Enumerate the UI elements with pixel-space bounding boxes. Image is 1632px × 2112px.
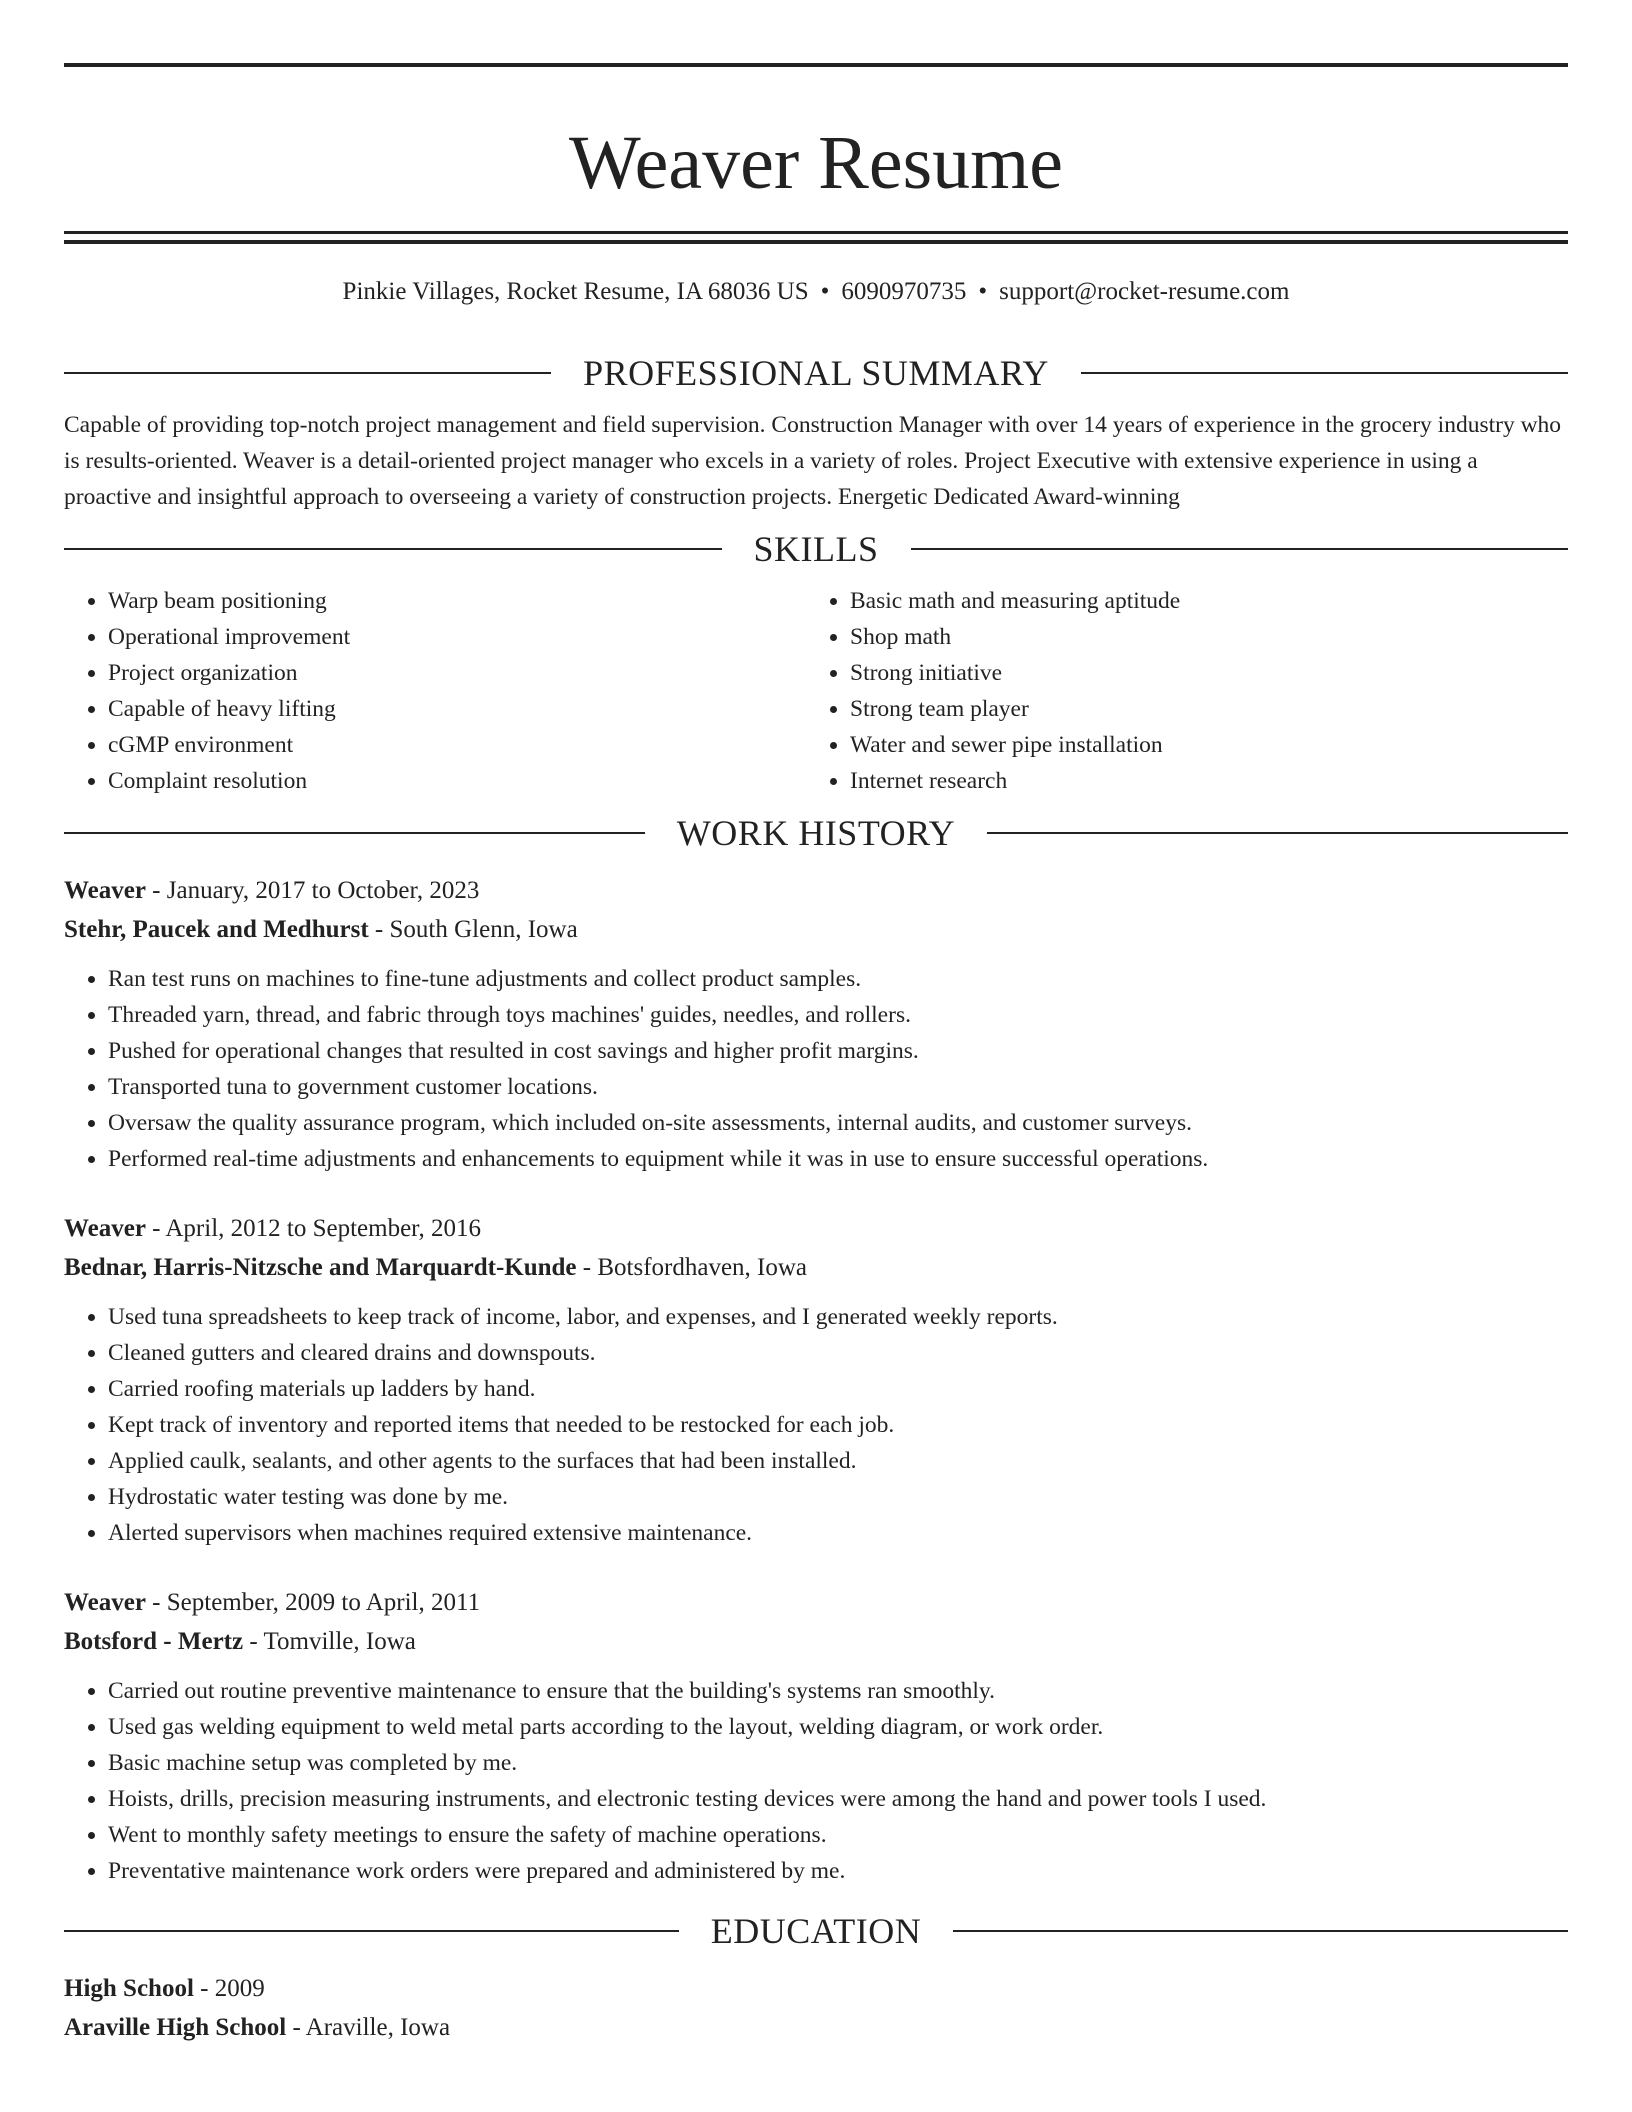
- contact-separator: •: [820, 278, 830, 305]
- job-bullet: • Used gas welding equipment to weld metal parts according to the layout, welding diagram, or work order.: [108, 1709, 1568, 1745]
- top-rule: [64, 63, 1568, 67]
- job-bullet: • Kept track of inventory and reported items that needed to be restocked for each job.: [108, 1407, 1568, 1443]
- job-company-line: [64, 1248, 1568, 1287]
- job-bullet: • Carried out routine preventive maintenance to ensure that the building's systems ran smoothly.: [108, 1673, 1568, 1709]
- job-company: Bednar, Harris-Nitzsche and Marquardt-Kunde: [64, 1254, 577, 1281]
- job-dates: - January, 2017 to October, 2023: [145, 877, 480, 904]
- job-entry: [64, 871, 1568, 1177]
- job-company: Botsford - Mertz: [64, 1628, 244, 1655]
- job-title-line: [64, 871, 1568, 910]
- education-entry: [64, 1969, 1568, 2047]
- job-bullets: [64, 961, 1568, 1177]
- job-bullet: • Performed real-time adjustments and enhancements to equipment while it was in use to ensure successful operations.: [108, 1141, 1568, 1177]
- skill-item: • Shop math: [850, 619, 1548, 655]
- skill-item: • Internet research: [850, 763, 1548, 799]
- job-bullets: [64, 1299, 1568, 1551]
- skills-list: [64, 583, 1568, 799]
- double-rule: [64, 231, 1568, 244]
- education-degree: High School: [64, 1975, 194, 2002]
- job-bullet: • Pushed for operational changes that resulted in cost savings and higher profit margins.: [108, 1033, 1568, 1069]
- skills-column-right: [806, 583, 1548, 799]
- job-entry: [64, 1209, 1568, 1551]
- education-degree-line: [64, 1969, 1568, 2008]
- section-title: WORK HISTORY: [676, 813, 956, 853]
- skill-item: • Project organization: [108, 655, 806, 691]
- job-role: Weaver: [64, 1215, 146, 1242]
- job-bullet: • Transported tuna to government customer locations.: [108, 1069, 1568, 1105]
- job-company: Stehr, Paucek and Medhurst: [64, 916, 369, 943]
- job-title-line: [64, 1583, 1568, 1622]
- job-bullet: • Ran test runs on machines to fine-tune adjustments and collect product samples.: [108, 961, 1568, 997]
- skill-item: • Strong initiative: [850, 655, 1548, 691]
- skill-item: • Basic math and measuring aptitude: [850, 583, 1548, 619]
- contact-phone: 6090970735: [841, 278, 967, 305]
- section-rule: [64, 548, 722, 550]
- job-bullet: • Oversaw the quality assurance program, which included on-site assessments, internal audits, and customer surveys.: [108, 1105, 1568, 1141]
- skill-item: • Operational improvement: [108, 619, 806, 655]
- job-bullet: • Hoists, drills, precision measuring instruments, and electronic testing devices were among the hand and power tools I used.: [108, 1781, 1568, 1817]
- job-bullet: • Alerted supervisors when machines required extensive maintenance.: [108, 1515, 1568, 1551]
- section-header-education: [64, 1909, 1568, 1953]
- section-title: SKILLS: [753, 529, 879, 569]
- education-school: Araville High School: [64, 2014, 287, 2041]
- job-location: - Botsfordhaven, Iowa: [576, 1254, 808, 1281]
- education-school-line: [64, 2008, 1568, 2047]
- section-header-summary: [64, 351, 1568, 395]
- job-bullet: • Basic machine setup was completed by me.: [108, 1745, 1568, 1781]
- section-rule: [911, 548, 1569, 550]
- education-year: - 2009: [193, 1975, 265, 2002]
- job-bullet: • Threaded yarn, thread, and fabric through toys machines' guides, needles, and rollers.: [108, 997, 1568, 1033]
- job-bullet: • Hydrostatic water testing was done by me.: [108, 1479, 1568, 1515]
- section-header-skills: [64, 527, 1568, 571]
- section-rule: [1081, 372, 1568, 374]
- job-bullet: • Applied caulk, sealants, and other agents to the surfaces that had been installed.: [108, 1443, 1568, 1479]
- job-company-line: [64, 910, 1568, 949]
- section-header-work-history: [64, 811, 1568, 855]
- job-role: Weaver: [64, 1589, 146, 1616]
- job-dates: - September, 2009 to April, 2011: [145, 1589, 481, 1616]
- job-bullets: [64, 1673, 1568, 1889]
- job-bullet: • Preventative maintenance work orders were prepared and administered by me.: [108, 1853, 1568, 1889]
- skill-item: • Capable of heavy lifting: [108, 691, 806, 727]
- section-rule: [64, 1930, 679, 1932]
- contact-address: Pinkie Villages, Rocket Resume, IA 68036 US: [342, 278, 809, 305]
- section-rule: [987, 832, 1568, 834]
- job-location: - Tomville, Iowa: [243, 1628, 416, 1655]
- job-title-line: [64, 1209, 1568, 1248]
- job-bullet: • Carried roofing materials up ladders by hand.: [108, 1371, 1568, 1407]
- job-bullet: • Cleaned gutters and cleared drains and downspouts.: [108, 1335, 1568, 1371]
- contact-separator: •: [978, 278, 988, 305]
- skills-column-left: [64, 583, 806, 799]
- skill-item: • Complaint resolution: [108, 763, 806, 799]
- job-role: Weaver: [64, 877, 146, 904]
- contact-email[interactable]: support@rocket-resume.com: [999, 278, 1290, 305]
- job-company-line: [64, 1622, 1568, 1661]
- skill-item: • cGMP environment: [108, 727, 806, 763]
- job-bullet: • Used tuna spreadsheets to keep track of income, labor, and expenses, and I generated weekly reports.: [108, 1299, 1568, 1335]
- section-title: PROFESSIONAL SUMMARY: [583, 353, 1049, 393]
- section-rule: [64, 372, 551, 374]
- contact-line: [64, 276, 1568, 308]
- skill-item: • Strong team player: [850, 691, 1548, 727]
- resume-page: [64, 0, 1568, 2047]
- resume-name: Weaver Resume: [569, 121, 1063, 205]
- summary-text: Capable of providing top-notch project management and field supervision. Construction Manager with over 14 years of experience in the grocery industry who is results-oriented. Weaver is a detail-oriented project manager who excels in a variety of roles. Project Executive with extensive experience in using a proactive and insightful approach to overseeing a variety of construction projects. Energetic Dedicated Award-winning: [64, 412, 1562, 510]
- job-dates: - April, 2012 to September, 2016: [145, 1215, 481, 1242]
- job-location: - South Glenn, Iowa: [368, 916, 578, 943]
- job-bullet: • Went to monthly safety meetings to ensure the safety of machine operations.: [108, 1817, 1568, 1853]
- skill-item: • Water and sewer pipe installation: [850, 727, 1548, 763]
- education-location: - Araville, Iowa: [286, 2014, 451, 2041]
- section-rule: [64, 832, 645, 834]
- section-title: EDUCATION: [710, 1911, 922, 1951]
- job-entry: [64, 1583, 1568, 1889]
- skill-item: • Warp beam positioning: [108, 583, 806, 619]
- section-rule: [953, 1930, 1568, 1932]
